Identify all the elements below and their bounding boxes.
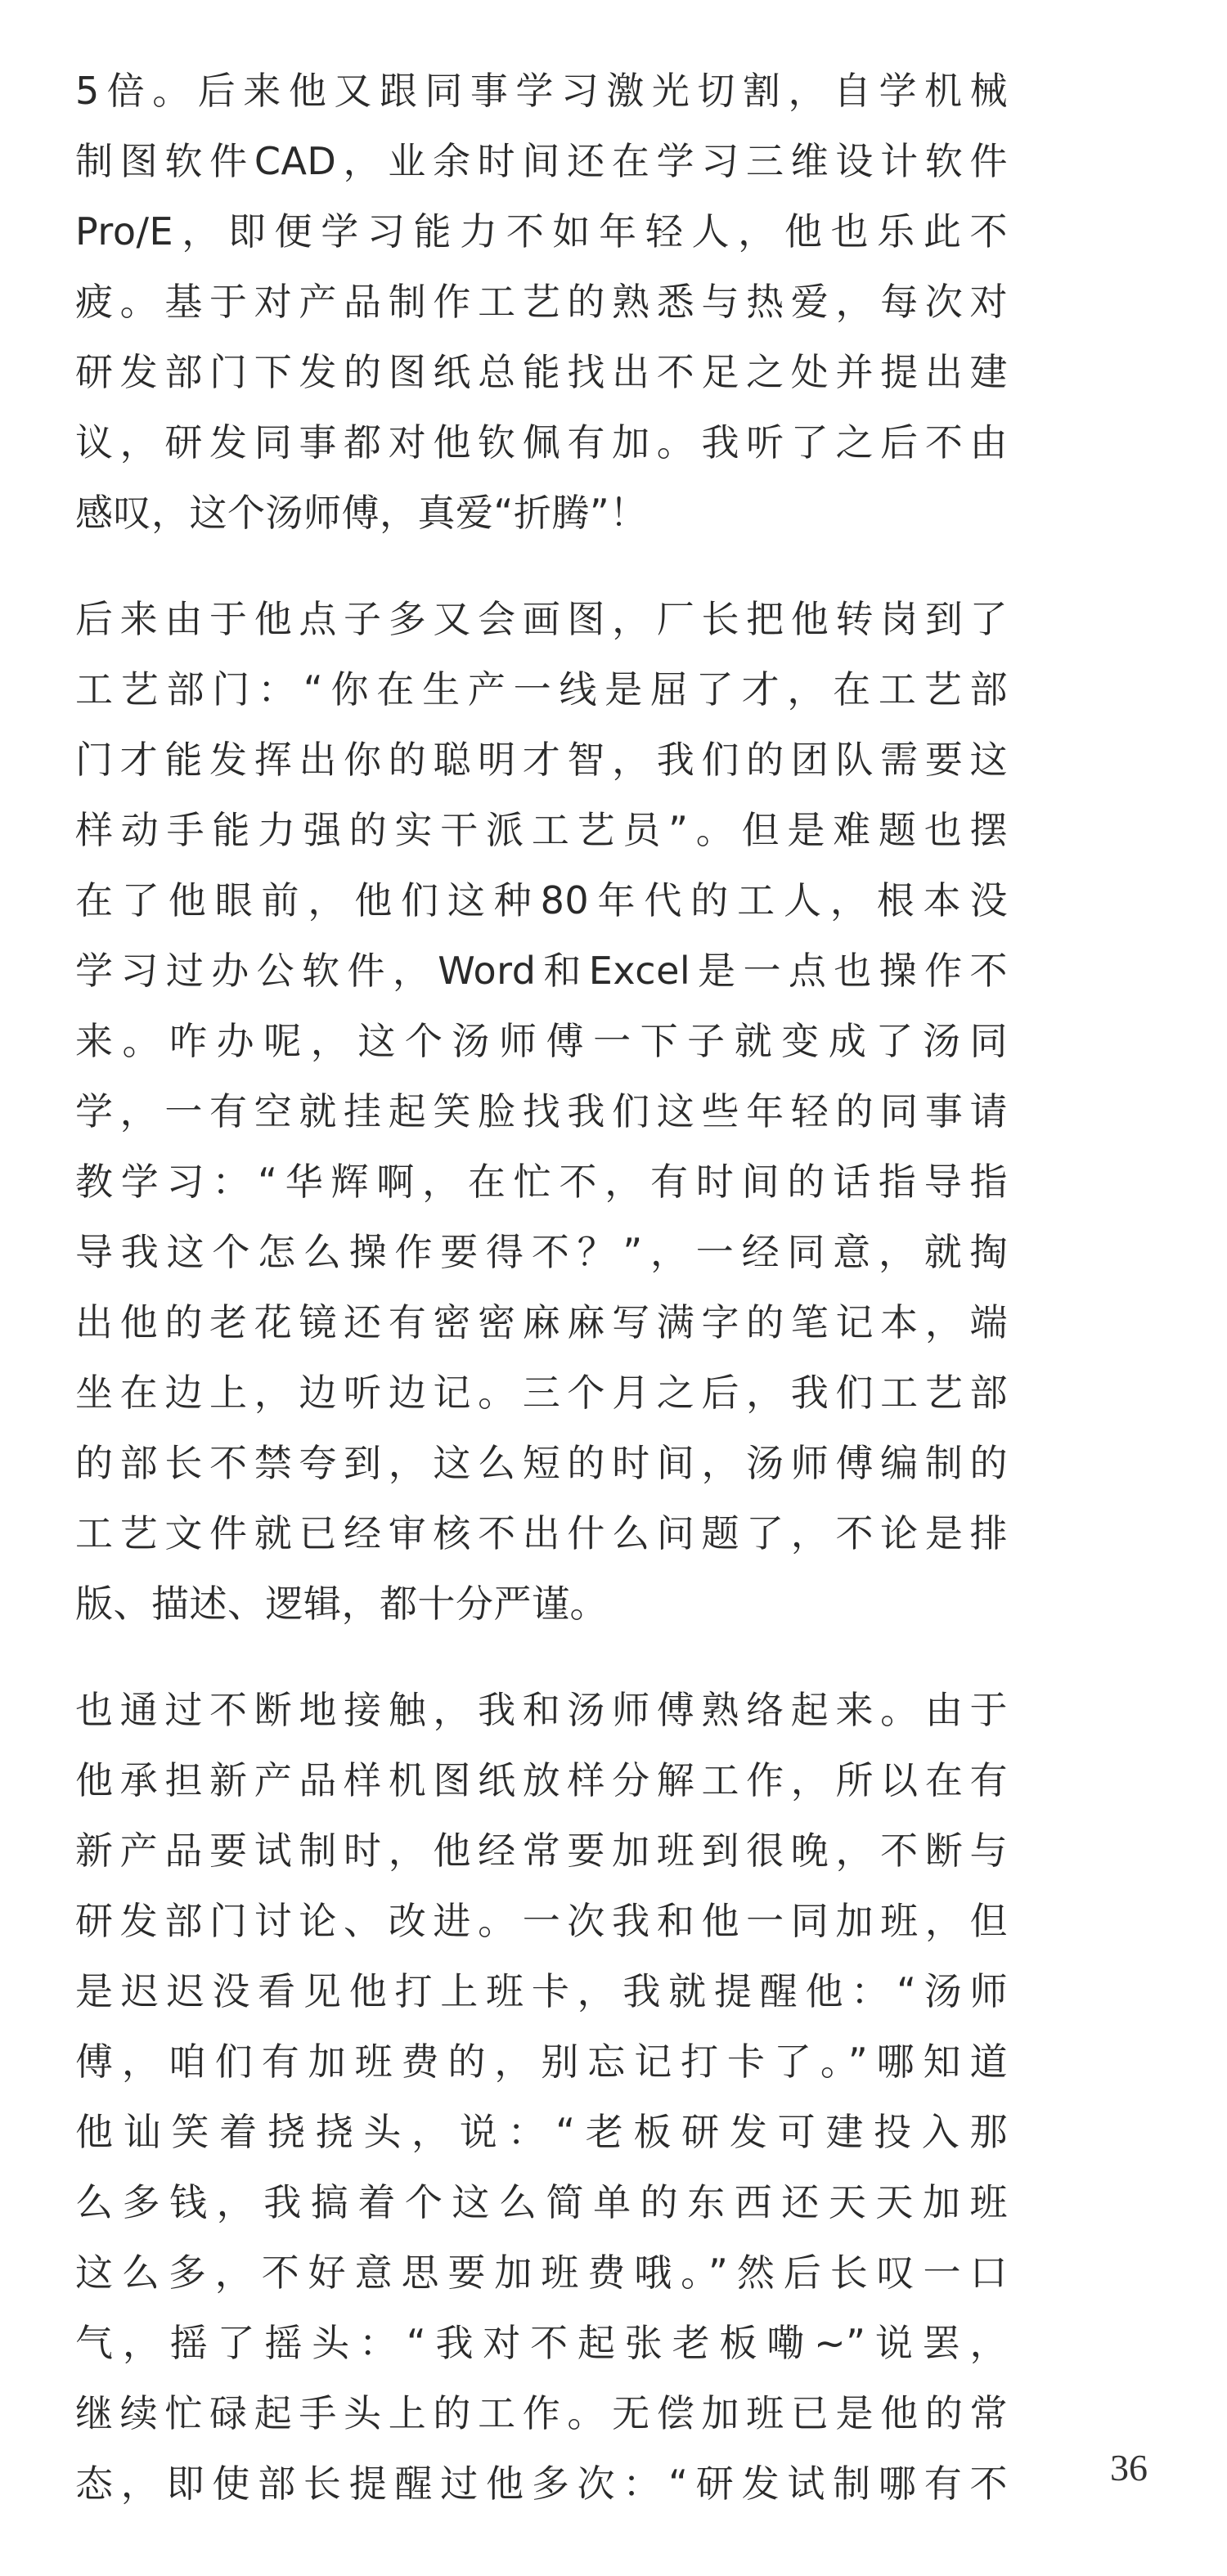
- body-text: [75, 56, 1008, 2555]
- text-line: 5倍。后来他又跟同事学习激光切割，自学机械: [75, 69, 1008, 113]
- text-line: 制图软件CAD，业余时间还在学习三维设计软件: [75, 139, 1008, 183]
- text-line: 这么多，不好意思要加班费哦。”然后长叹一口: [75, 2251, 1008, 2295]
- text-line: 新产品要试制时，他经常要加班到很晚，不断与: [75, 1829, 1008, 1873]
- text-line: 出他的老花镜还有密密麻麻写满字的笔记本，端: [75, 1300, 1008, 1344]
- text-line: 学，一有空就挂起笑脸找我们这些年轻的同事请: [75, 1089, 1008, 1133]
- page-number: 36: [1110, 2447, 1148, 2488]
- text-line: 疲。基于对产品制作工艺的熟悉与热爱，每次对: [75, 280, 1008, 324]
- text-line: 教学习：“华辉啊，在忙不，有时间的话指导指: [75, 1160, 1008, 1204]
- text-line: 在了他眼前，他们这种80年代的工人，根本没: [75, 878, 1008, 922]
- text-line: Pro/E，即便学习能力不如年轻人，他也乐此不: [75, 209, 1008, 254]
- text-line: 样动手能力强的实干派工艺员”。但是难题也摆: [75, 808, 1008, 852]
- text-line: 门才能发挥出你的聪明才智，我们的团队需要这: [75, 738, 1008, 782]
- text-line: 后来由于他点子多又会画图，厂长把他转岗到了: [75, 597, 1008, 641]
- text-line: 么多钱，我搞着个这么简单的东西还天天加班: [75, 2180, 1008, 2224]
- text-line: 研发部门下发的图纸总能找出不足之处并提出建: [75, 350, 1008, 394]
- text-line: 傅，咱们有加班费的，别忘记打卡了。”哪知道: [75, 2040, 1008, 2084]
- text-line: 他讪笑着挠挠头，说：“老板研发可建投入那: [75, 2110, 1008, 2154]
- text-line: 是迟迟没看见他打上班卡，我就提醒他：“汤师: [75, 1969, 1008, 2013]
- text-line: 研发部门讨论、改进。一次我和他一同加班，但: [75, 1899, 1008, 1943]
- text-line: 版、描述、逻辑，都十分严谨。: [75, 1582, 608, 1626]
- paragraph-1: [75, 56, 1008, 548]
- text-line: 导我这个怎么操作要得不？”，一经同意，就掏: [75, 1230, 1008, 1274]
- paragraph-3: [75, 1675, 1008, 2519]
- text-line: 学习过办公软件，Word和Excel是一点也操作不: [75, 949, 1008, 993]
- text-line: 坐在边上，边听边记。三个月之后，我们工艺部: [75, 1371, 1008, 1415]
- text-line: 态，即使部长提醒过他多次：“研发试制哪有不: [75, 2462, 1008, 2506]
- text-line: 感叹，这个汤师傅，真爱“折腾”！: [75, 491, 648, 535]
- text-line: 也通过不断地接触，我和汤师傅熟络起来。由于: [75, 1688, 1008, 1732]
- text-line: 议，研发同事都对他钦佩有加。我听了之后不由: [75, 420, 1008, 464]
- paragraph-2: [75, 584, 1008, 1639]
- text-line: 气，摇了摇头：“我对不起张老板嘞~”说罢，: [75, 2321, 1008, 2365]
- text-line: 的部长不禁夸到，这么短的时间，汤师傅编制的: [75, 1441, 1008, 1485]
- text-line: 继续忙碌起手头上的工作。无偿加班已是他的常: [75, 2391, 1008, 2435]
- text-line: 他承担新产品样机图纸放样分解工作，所以在有: [75, 1758, 1008, 1802]
- text-line: 工艺文件就已经审核不出什么问题了，不论是排: [75, 1511, 1008, 1555]
- text-line: 工艺部门：“你在生产一线是屈了才，在工艺部: [75, 667, 1008, 711]
- text-line: 来。咋办呢，这个汤师傅一下子就变成了汤同: [75, 1019, 1008, 1063]
